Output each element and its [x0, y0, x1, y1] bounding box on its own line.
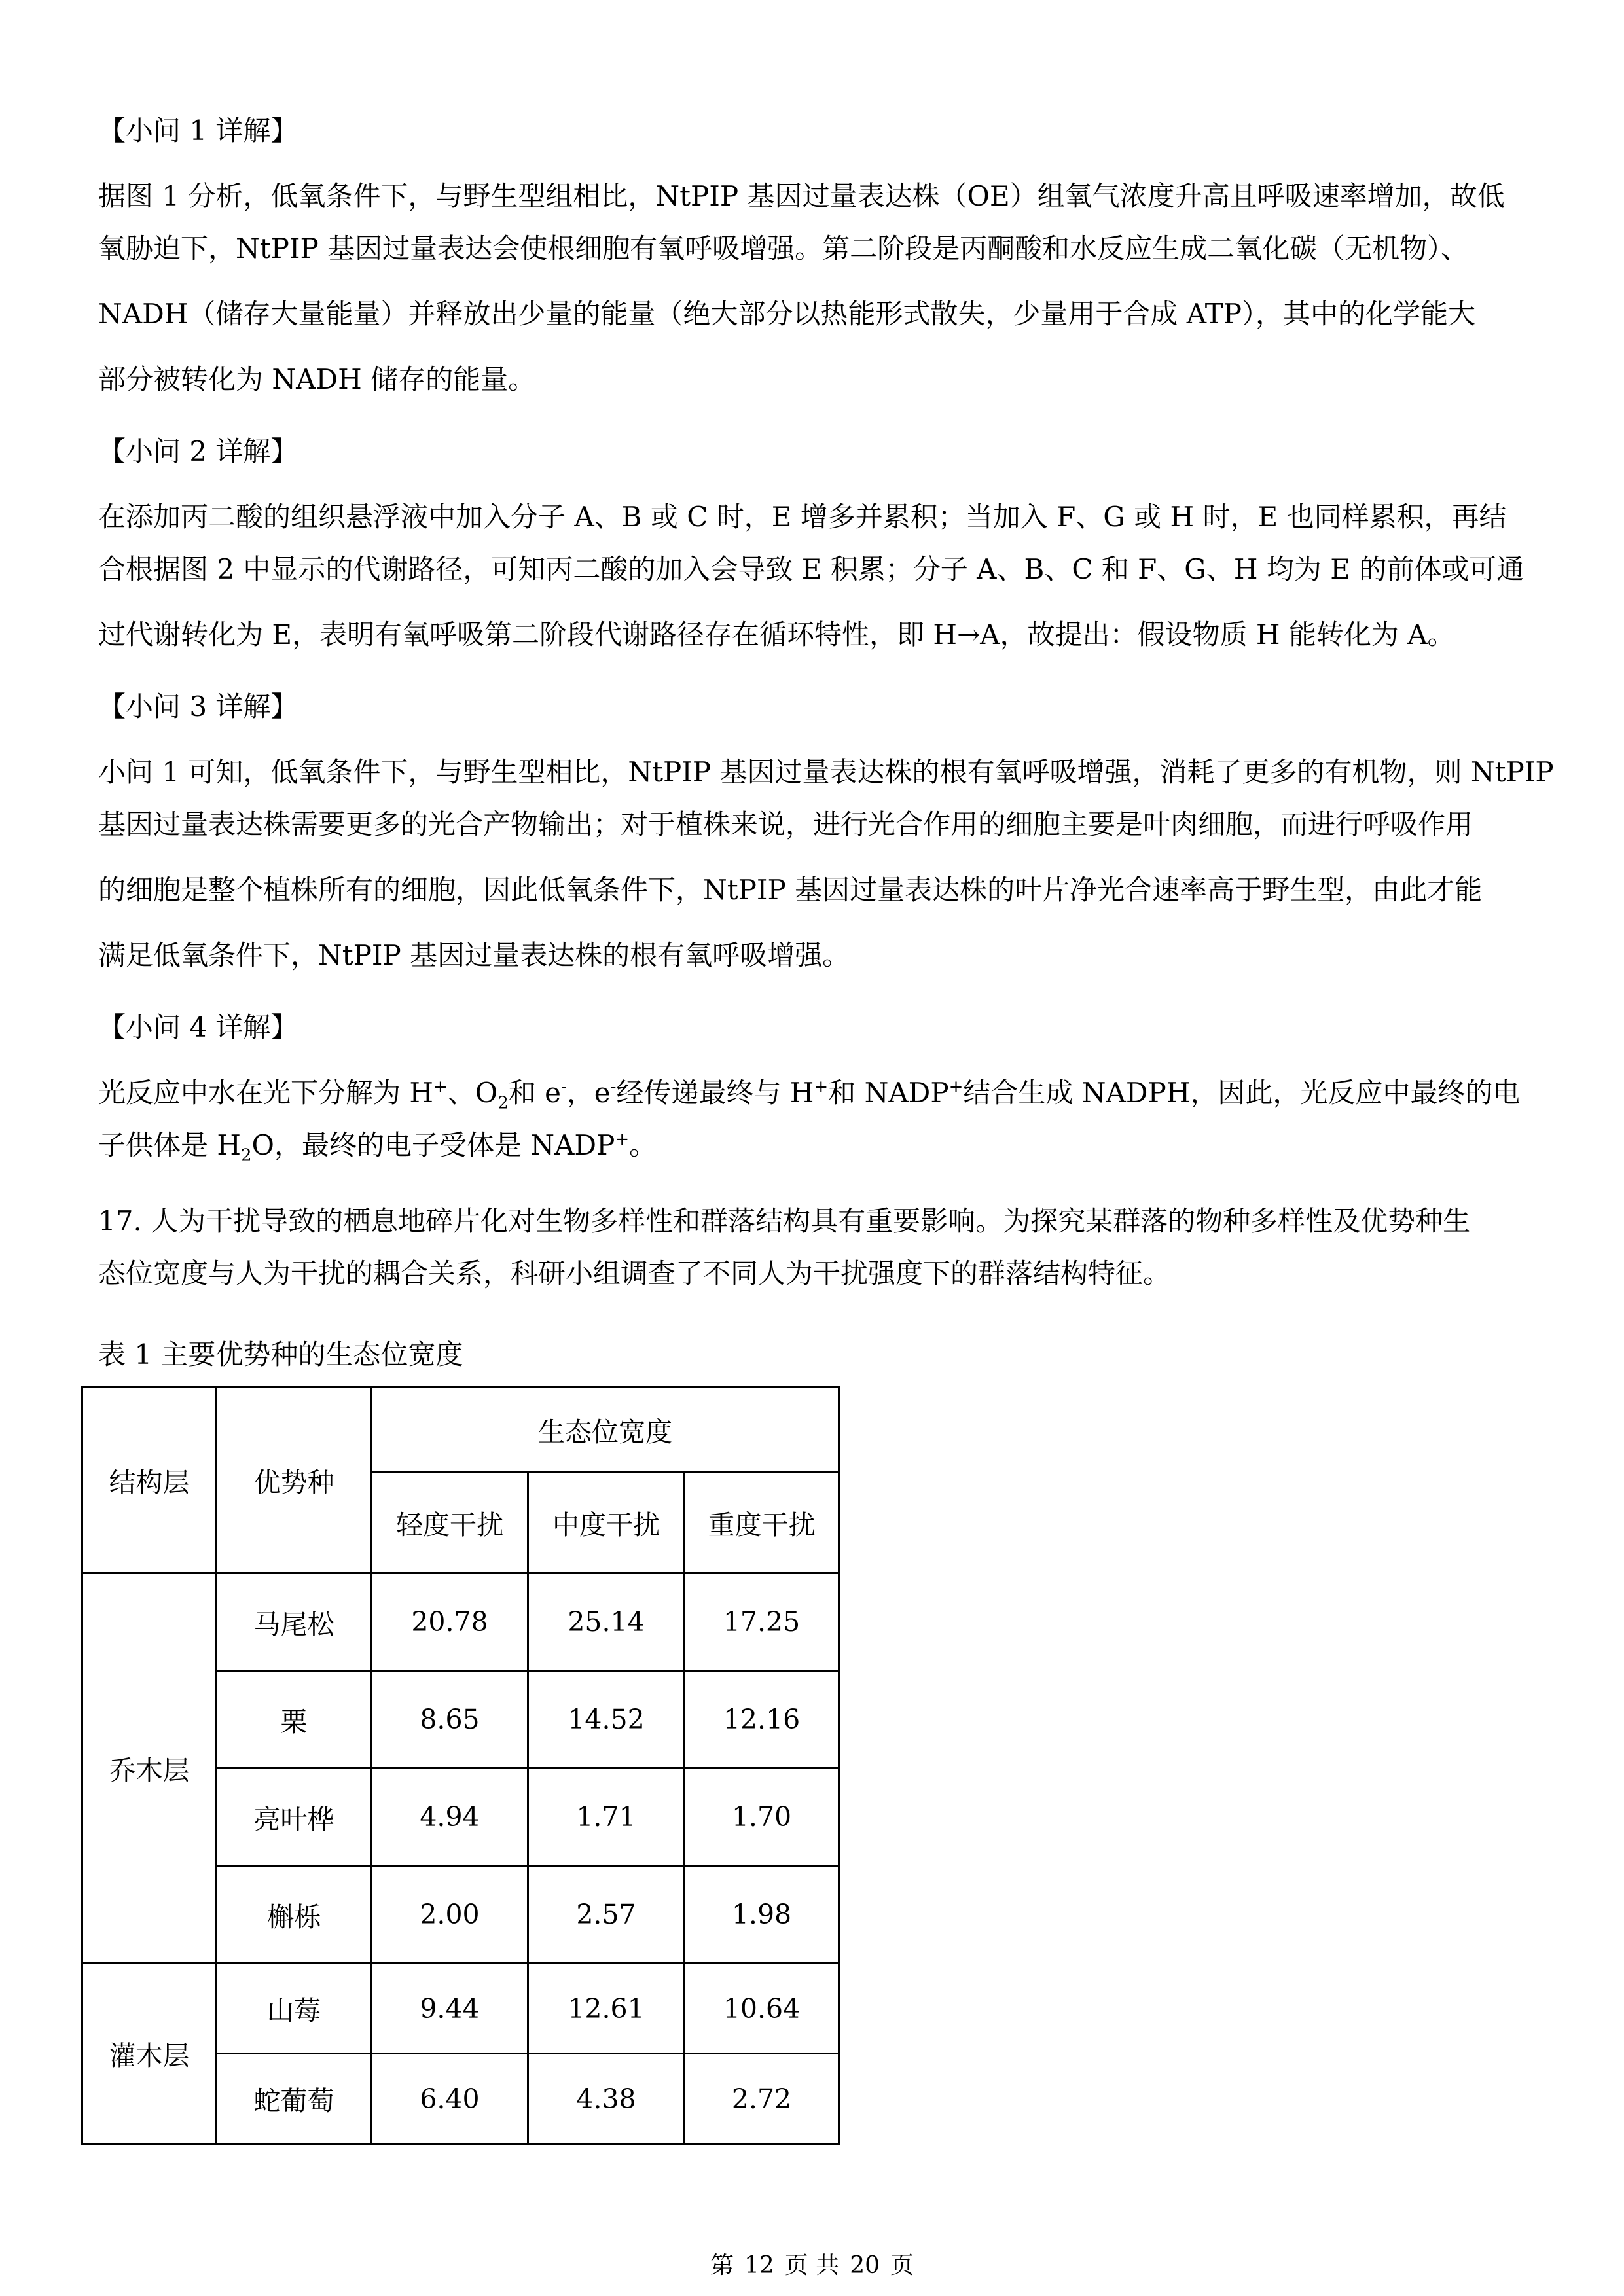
header-heavy-disturbance: 重度干扰 — [685, 1473, 839, 1573]
value-cell: 17.25 — [685, 1573, 839, 1671]
species-cell: 亮叶桦 — [217, 1768, 372, 1866]
header-structure-layer: 结构层 — [82, 1388, 217, 1573]
q1-line: 据图 1 分析，低氧条件下，与野生型组相比，NtPIP 基因过量表达株（OE）组氧气浓度升高且呼吸速率增加，故低 — [98, 180, 1505, 212]
q1-paragraph — [98, 177, 1525, 412]
q3-line: 小问 1 可知，低氧条件下，与野生型相比，NtPIP 基因过量表达株的根有氧呼吸增强，消耗了更多的有机物，则 NtPIP — [98, 756, 1554, 788]
header-niche-width: 生态位宽度 — [372, 1388, 839, 1473]
layer-tree: 乔木层 — [82, 1573, 217, 1964]
value-cell: 9.44 — [372, 1964, 528, 2054]
value-cell: 10.64 — [685, 1964, 839, 2054]
value-cell: 2.57 — [528, 1866, 685, 1964]
table-row — [82, 1964, 839, 2054]
q1-line: 部分被转化为 NADH 储存的能量。 — [98, 363, 536, 395]
value-cell: 8.65 — [372, 1671, 528, 1768]
value-cell: 1.70 — [685, 1768, 839, 1866]
q2-line: 在添加丙二酸的组织悬浮液中加入分子 A、B 或 C 时，E 增多并累积；当加入 F、G 或 H 时，E 也同样累积，再结 — [98, 501, 1507, 533]
niche-width-table — [81, 1386, 840, 2145]
value-cell: 25.14 — [528, 1573, 685, 1671]
value-cell: 4.94 — [372, 1768, 528, 1866]
value-cell: 14.52 — [528, 1671, 685, 1768]
q4-paragraph — [98, 1073, 1525, 1178]
current-page-number: 12 — [744, 2252, 774, 2279]
total-pages: 20 — [850, 2252, 880, 2279]
q17-line: 17. 人为干扰导致的栖息地碎片化对生物多样性和群落结构具有重要影响。为探究某群落的物种多样性及优势种生 — [98, 1205, 1471, 1237]
species-cell: 槲栎 — [217, 1866, 372, 1964]
header-light-disturbance: 轻度干扰 — [372, 1473, 528, 1573]
q3-heading: 【小问 3 详解】 — [98, 691, 298, 723]
value-cell: 1.71 — [528, 1768, 685, 1866]
value-cell: 20.78 — [372, 1573, 528, 1671]
value-cell: 4.38 — [528, 2054, 685, 2144]
table-caption: 表 1 主要优势种的生态位宽度 — [98, 1338, 463, 1371]
q3-paragraph — [98, 753, 1554, 988]
q4-line-2: 子供体是 $H_2O$，最终的电子受体是 NADP+。 — [98, 1129, 657, 1166]
q2-line: 过代谢转化为 E，表明有氧呼吸第二阶段代谢路径存在循环特性，即 H→A，故提出：假设物质 H 能转化为 A。 — [98, 619, 1455, 651]
header-dominant-species: 优势种 — [217, 1388, 372, 1573]
layer-shrub: 灌木层 — [82, 1964, 217, 2144]
q2-heading: 【小问 2 详解】 — [98, 435, 298, 467]
q2-line: 合根据图 2 中显示的代谢路径，可知丙二酸的加入会导致 E 积累；分子 A、B、C 和 F、G、H 均为 E 的前体或可通 — [98, 553, 1525, 585]
q2-paragraph — [98, 497, 1525, 668]
species-cell: 栗 — [217, 1671, 372, 1768]
q1-line: NADH（储存大量能量）并释放出少量的能量（绝大部分以热能形式散失，少量用于合成 ATP），其中的化学能大 — [98, 298, 1476, 330]
q3-line: 满足低氧条件下，NtPIP 基因过量表达株的根有氧呼吸增强。 — [98, 939, 850, 971]
q4-line-1: 光反应中水在光下分解为 H+、$O_2$和 e-，e-经传递最终与 H+和 NADP+结合生成 NADPH，因此，光反应中最终的电 — [98, 1077, 1521, 1113]
value-cell: 6.40 — [372, 2054, 528, 2144]
value-cell: 2.00 — [372, 1866, 528, 1964]
value-cell: 12.61 — [528, 1964, 685, 2054]
page-footer: 第 12 页 共 20 页 — [710, 2252, 914, 2279]
value-cell: 12.16 — [685, 1671, 839, 1768]
q17-paragraph — [98, 1202, 1525, 1306]
value-cell: 2.72 — [685, 2054, 839, 2144]
q17-line: 态位宽度与人为干扰的耦合关系，科研小组调查了不同人为干扰强度下的群落结构特征。 — [98, 1257, 1171, 1289]
q4-heading: 【小问 4 详解】 — [98, 1011, 298, 1043]
table-row — [82, 1573, 839, 1671]
q3-line: 基因过量表达株需要更多的光合产物输出；对于植株来说，进行光合作用的细胞主要是叶肉细胞，而进行呼吸作用 — [98, 808, 1473, 840]
species-cell: 山莓 — [217, 1964, 372, 2054]
species-cell: 蛇葡萄 — [217, 2054, 372, 2144]
q3-line: 的细胞是整个植株所有的细胞，因此低氧条件下，NtPIP 基因过量表达株的叶片净光合速率高于野生型，由此才能 — [98, 874, 1483, 906]
species-cell: 马尾松 — [217, 1573, 372, 1671]
q1-line: 氧胁迫下，NtPIP 基因过量表达会使根细胞有氧呼吸增强。第二阶段是丙酮酸和水反应生成二氧化碳（无机物）、 — [98, 232, 1469, 264]
header-medium-disturbance: 中度干扰 — [528, 1473, 685, 1573]
value-cell: 1.98 — [685, 1866, 839, 1964]
q1-heading: 【小问 1 详解】 — [98, 115, 298, 147]
